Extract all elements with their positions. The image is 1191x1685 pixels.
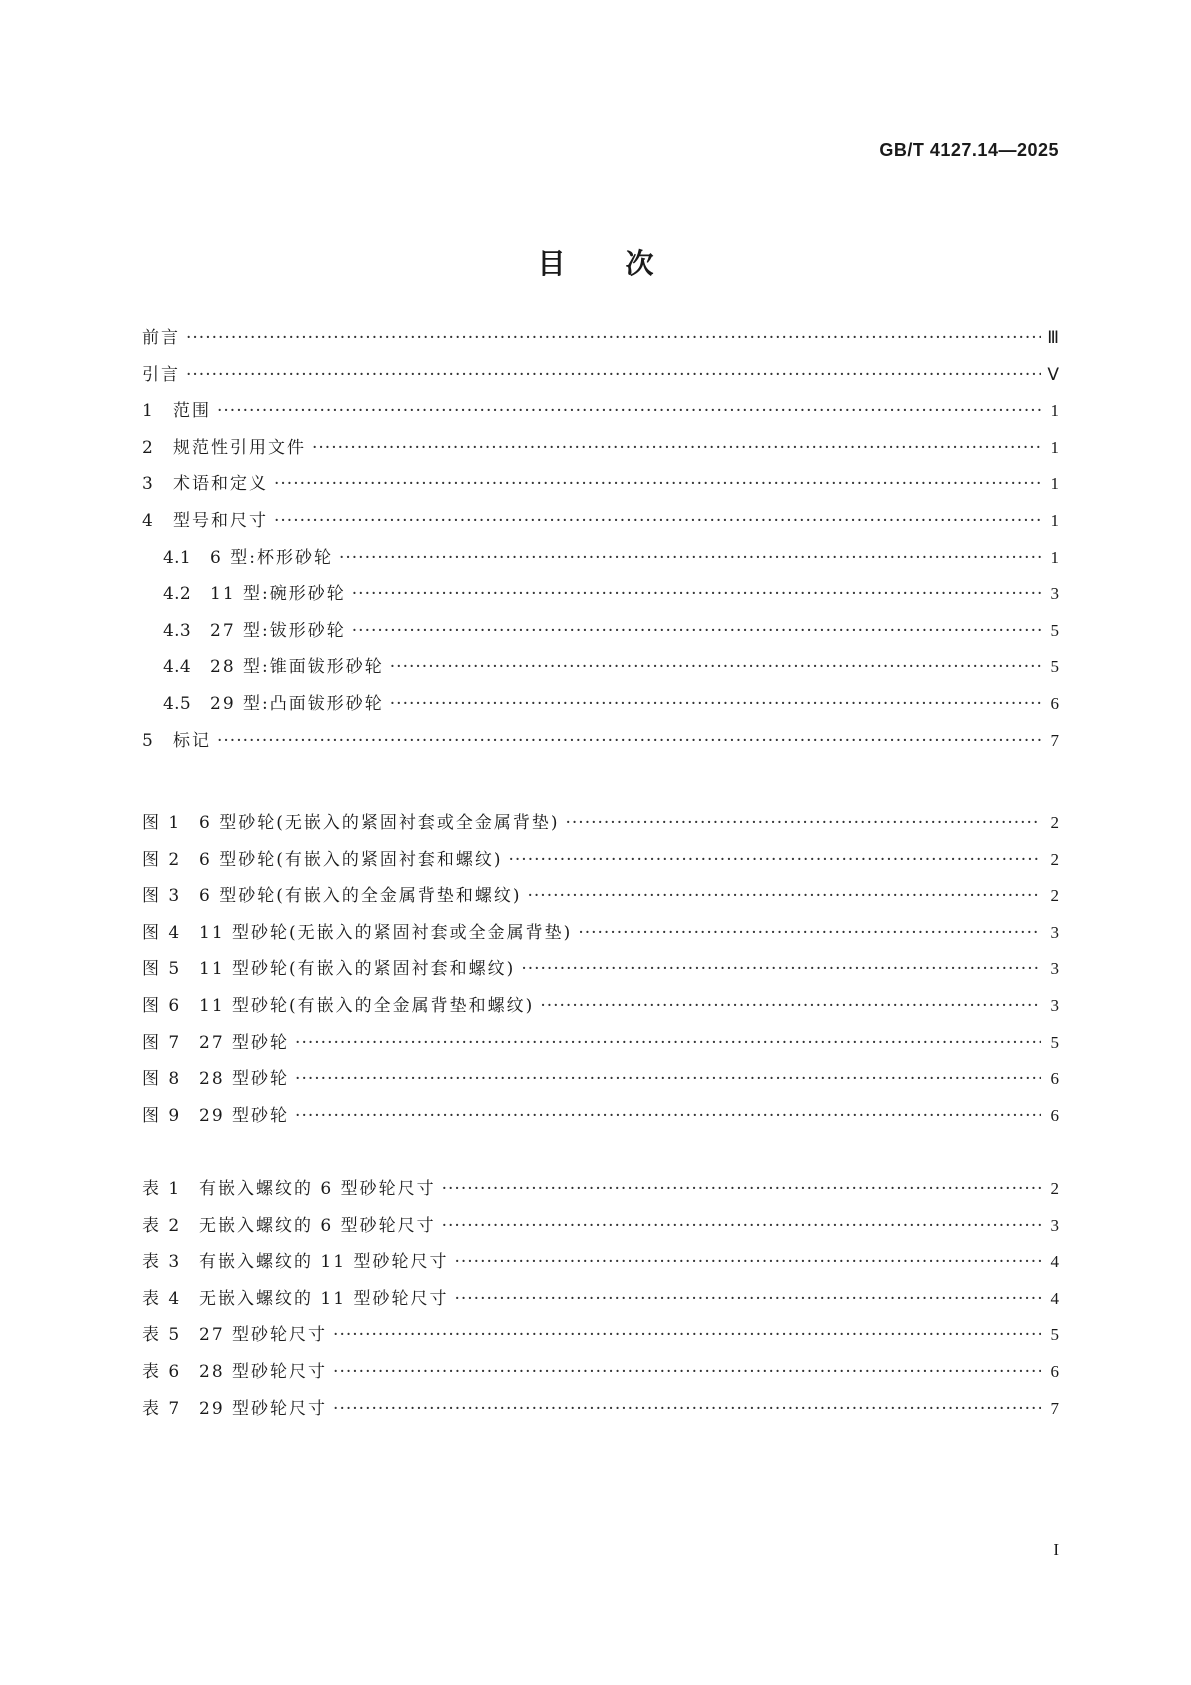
table-page: 7 [1050,1398,1059,1418]
toc-entry-number: 4.1 [163,547,191,568]
toc-entry-page: Ⅲ [1047,328,1059,347]
toc-sections [142,323,1059,762]
figure-label: 11 型砂轮(有嵌入的紧固衬套和螺纹) [199,959,516,980]
table-number: 表 5 [142,1325,182,1346]
toc-entry-4-1[interactable] [142,543,1059,580]
toc-entry-label: 28 型:锥面钹形砂轮 [210,657,384,678]
table-entry-4[interactable] [142,1284,1059,1321]
toc-entry-page: 3 [1050,584,1059,604]
dot-leader [578,923,1041,943]
dot-leader [454,1252,1041,1272]
table-label: 29 型砂轮尺寸 [199,1398,328,1419]
table-number: 表 1 [142,1179,182,1199]
dot-leader [540,996,1041,1016]
table-page: 3 [1050,1215,1059,1235]
table-label: 28 型砂轮尺寸 [199,1361,328,1382]
dot-leader [312,438,1041,458]
dot-leader [442,1179,1041,1199]
figure-page: 2 [1050,886,1059,906]
toc-entry-1[interactable] [142,396,1059,433]
dot-leader [565,813,1041,833]
table-entry-6[interactable] [142,1357,1059,1394]
toc-entry-4-3[interactable] [142,616,1059,653]
toc-entry-label: 引言 [142,364,180,385]
figure-number: 图 4 [142,922,182,943]
title-char-1: 目 [537,247,566,280]
figure-label: 11 型砂轮(无嵌入的紧固衬套或全金属背垫) [199,922,573,943]
list-of-figures [142,808,1059,1137]
figure-label: 6 型砂轮(无嵌入的紧固衬套或全金属背垫) [199,813,560,833]
title-char-2: 次 [625,247,654,280]
figure-number: 图 9 [142,1105,182,1126]
figure-entry-9[interactable] [142,1101,1059,1138]
figure-page: 2 [1050,813,1059,832]
table-entry-7[interactable] [142,1394,1059,1431]
table-label: 有嵌入螺纹的 6 型砂轮尺寸 [199,1179,436,1199]
toc-entry-page: 7 [1050,730,1059,750]
table-number: 表 6 [142,1361,182,1382]
toc-entry-page: Ⅴ [1047,364,1059,384]
dot-leader [186,328,1041,348]
dot-leader [390,657,1041,677]
dot-leader [527,886,1041,906]
dot-leader [217,731,1041,751]
dot-leader [442,1216,1041,1236]
table-entry-3[interactable] [142,1247,1059,1284]
toc-entry-2[interactable] [142,433,1059,470]
table-entry-5[interactable] [142,1320,1059,1357]
table-number: 表 3 [142,1252,182,1273]
dot-leader [352,584,1041,604]
table-label: 无嵌入螺纹的 11 型砂轮尺寸 [199,1288,449,1309]
toc-entry-label: 29 型:凸面钹形砂轮 [210,693,384,714]
toc-entry-number: 1 [142,401,154,422]
toc-entry-page: 1 [1050,474,1059,494]
toc-entry-label: 标记 [173,730,211,751]
figure-label: 6 型砂轮(有嵌入的全金属背垫和螺纹) [199,886,522,907]
toc-entry-label: 型号和尺寸 [173,510,268,531]
figure-entry-4[interactable] [142,918,1059,955]
list-of-tables [142,1174,1059,1430]
figure-page: 6 [1050,1069,1059,1089]
figure-page: 6 [1050,1105,1059,1125]
toc-entry-page: 5 [1050,657,1059,677]
toc-entry-number: 4 [142,510,154,531]
dot-leader [295,1106,1041,1126]
toc-entry-number: 2 [142,437,154,458]
figure-entry-1[interactable] [142,808,1059,845]
figure-page: 3 [1050,995,1059,1015]
page-title [0,242,1191,282]
table-entry-1[interactable] [142,1174,1059,1211]
toc-entry-4-2[interactable] [142,579,1059,616]
table-label: 有嵌入螺纹的 11 型砂轮尺寸 [199,1252,449,1273]
dot-leader [390,694,1041,714]
toc-entry-page: 1 [1050,437,1059,457]
toc-entry-4-5[interactable] [142,689,1059,726]
figure-page: 3 [1050,922,1059,942]
toc-entry-number: 4.4 [163,657,191,678]
figure-number: 图 7 [142,1032,182,1053]
dot-leader [454,1289,1041,1309]
toc-entry-page: 1 [1050,510,1059,530]
table-label: 27 型砂轮尺寸 [199,1325,328,1346]
figure-page: 3 [1050,959,1059,979]
figure-number: 图 6 [142,995,182,1016]
toc-entry-3[interactable] [142,469,1059,506]
dot-leader [217,401,1041,421]
dot-leader [333,1362,1041,1382]
toc-entry-page: 6 [1050,693,1059,713]
figure-page: 5 [1050,1032,1059,1052]
figure-entry-7[interactable] [142,1028,1059,1065]
dot-leader [186,365,1041,385]
dot-leader [333,1325,1041,1345]
toc-entry-number: 4.2 [163,584,191,605]
toc-entry-label: 27 型:钹形砂轮 [210,620,346,641]
toc-entry-label: 范围 [173,401,211,422]
toc-entry-4[interactable] [142,506,1059,543]
dot-leader [521,959,1041,979]
page-number: I [1053,1540,1059,1559]
table-entry-2[interactable] [142,1211,1059,1248]
figure-number: 图 1 [142,813,182,833]
dot-leader [274,511,1041,531]
figure-entry-2[interactable] [142,845,1059,882]
standard-number: GB/T 4127.14—2025 [879,140,1059,160]
dot-leader [274,474,1041,494]
figure-number: 图 8 [142,1069,182,1090]
table-page: 4 [1050,1252,1059,1272]
table-number: 表 7 [142,1398,182,1419]
toc-entry-page: 1 [1050,401,1059,421]
toc-entry-label: 6 型:杯形砂轮 [210,547,333,568]
figure-label: 27 型砂轮 [199,1032,290,1053]
toc-entry-foreword[interactable] [142,323,1059,360]
table-label: 无嵌入螺纹的 6 型砂轮尺寸 [199,1215,436,1236]
toc-entry-number: 4.3 [163,620,191,641]
toc-entry-5[interactable] [142,726,1059,763]
figure-label: 11 型砂轮(有嵌入的全金属背垫和螺纹) [199,995,535,1016]
dot-leader [295,1069,1041,1089]
figure-number: 图 3 [142,886,182,907]
toc-entry-number: 5 [142,730,154,751]
figure-number: 图 2 [142,849,182,870]
figure-page: 2 [1050,849,1059,869]
dot-leader [508,850,1041,870]
table-number: 表 2 [142,1215,182,1236]
table-number: 表 4 [142,1288,182,1309]
table-page: 5 [1050,1325,1059,1345]
table-page: 6 [1050,1361,1059,1381]
figure-entry-3[interactable] [142,881,1059,918]
figure-label: 29 型砂轮 [199,1105,290,1126]
dot-leader [352,621,1041,641]
toc-entry-label: 术语和定义 [173,474,268,495]
dot-leader [295,1033,1041,1053]
figure-entry-6[interactable] [142,991,1059,1028]
toc-entry-label: 规范性引用文件 [173,437,306,458]
table-page: 4 [1050,1288,1059,1308]
toc-entry-page: 5 [1050,620,1059,640]
toc-entry-label: 11 型:碗形砂轮 [210,584,346,605]
toc-entry-label: 前言 [142,328,180,348]
dot-leader [333,1399,1041,1419]
toc-entry-page: 1 [1050,547,1059,567]
table-page: 2 [1050,1179,1059,1198]
figure-label: 28 型砂轮 [199,1069,290,1090]
toc-entry-number: 3 [142,474,154,495]
figure-label: 6 型砂轮(有嵌入的紧固衬套和螺纹) [199,849,503,870]
figure-entry-8[interactable] [142,1064,1059,1101]
toc-entry-number: 4.5 [163,693,191,714]
figure-entry-5[interactable] [142,954,1059,991]
toc-entry-introduction[interactable] [142,360,1059,397]
dot-leader [339,548,1041,568]
figure-number: 图 5 [142,959,182,980]
toc-entry-4-4[interactable] [142,652,1059,689]
